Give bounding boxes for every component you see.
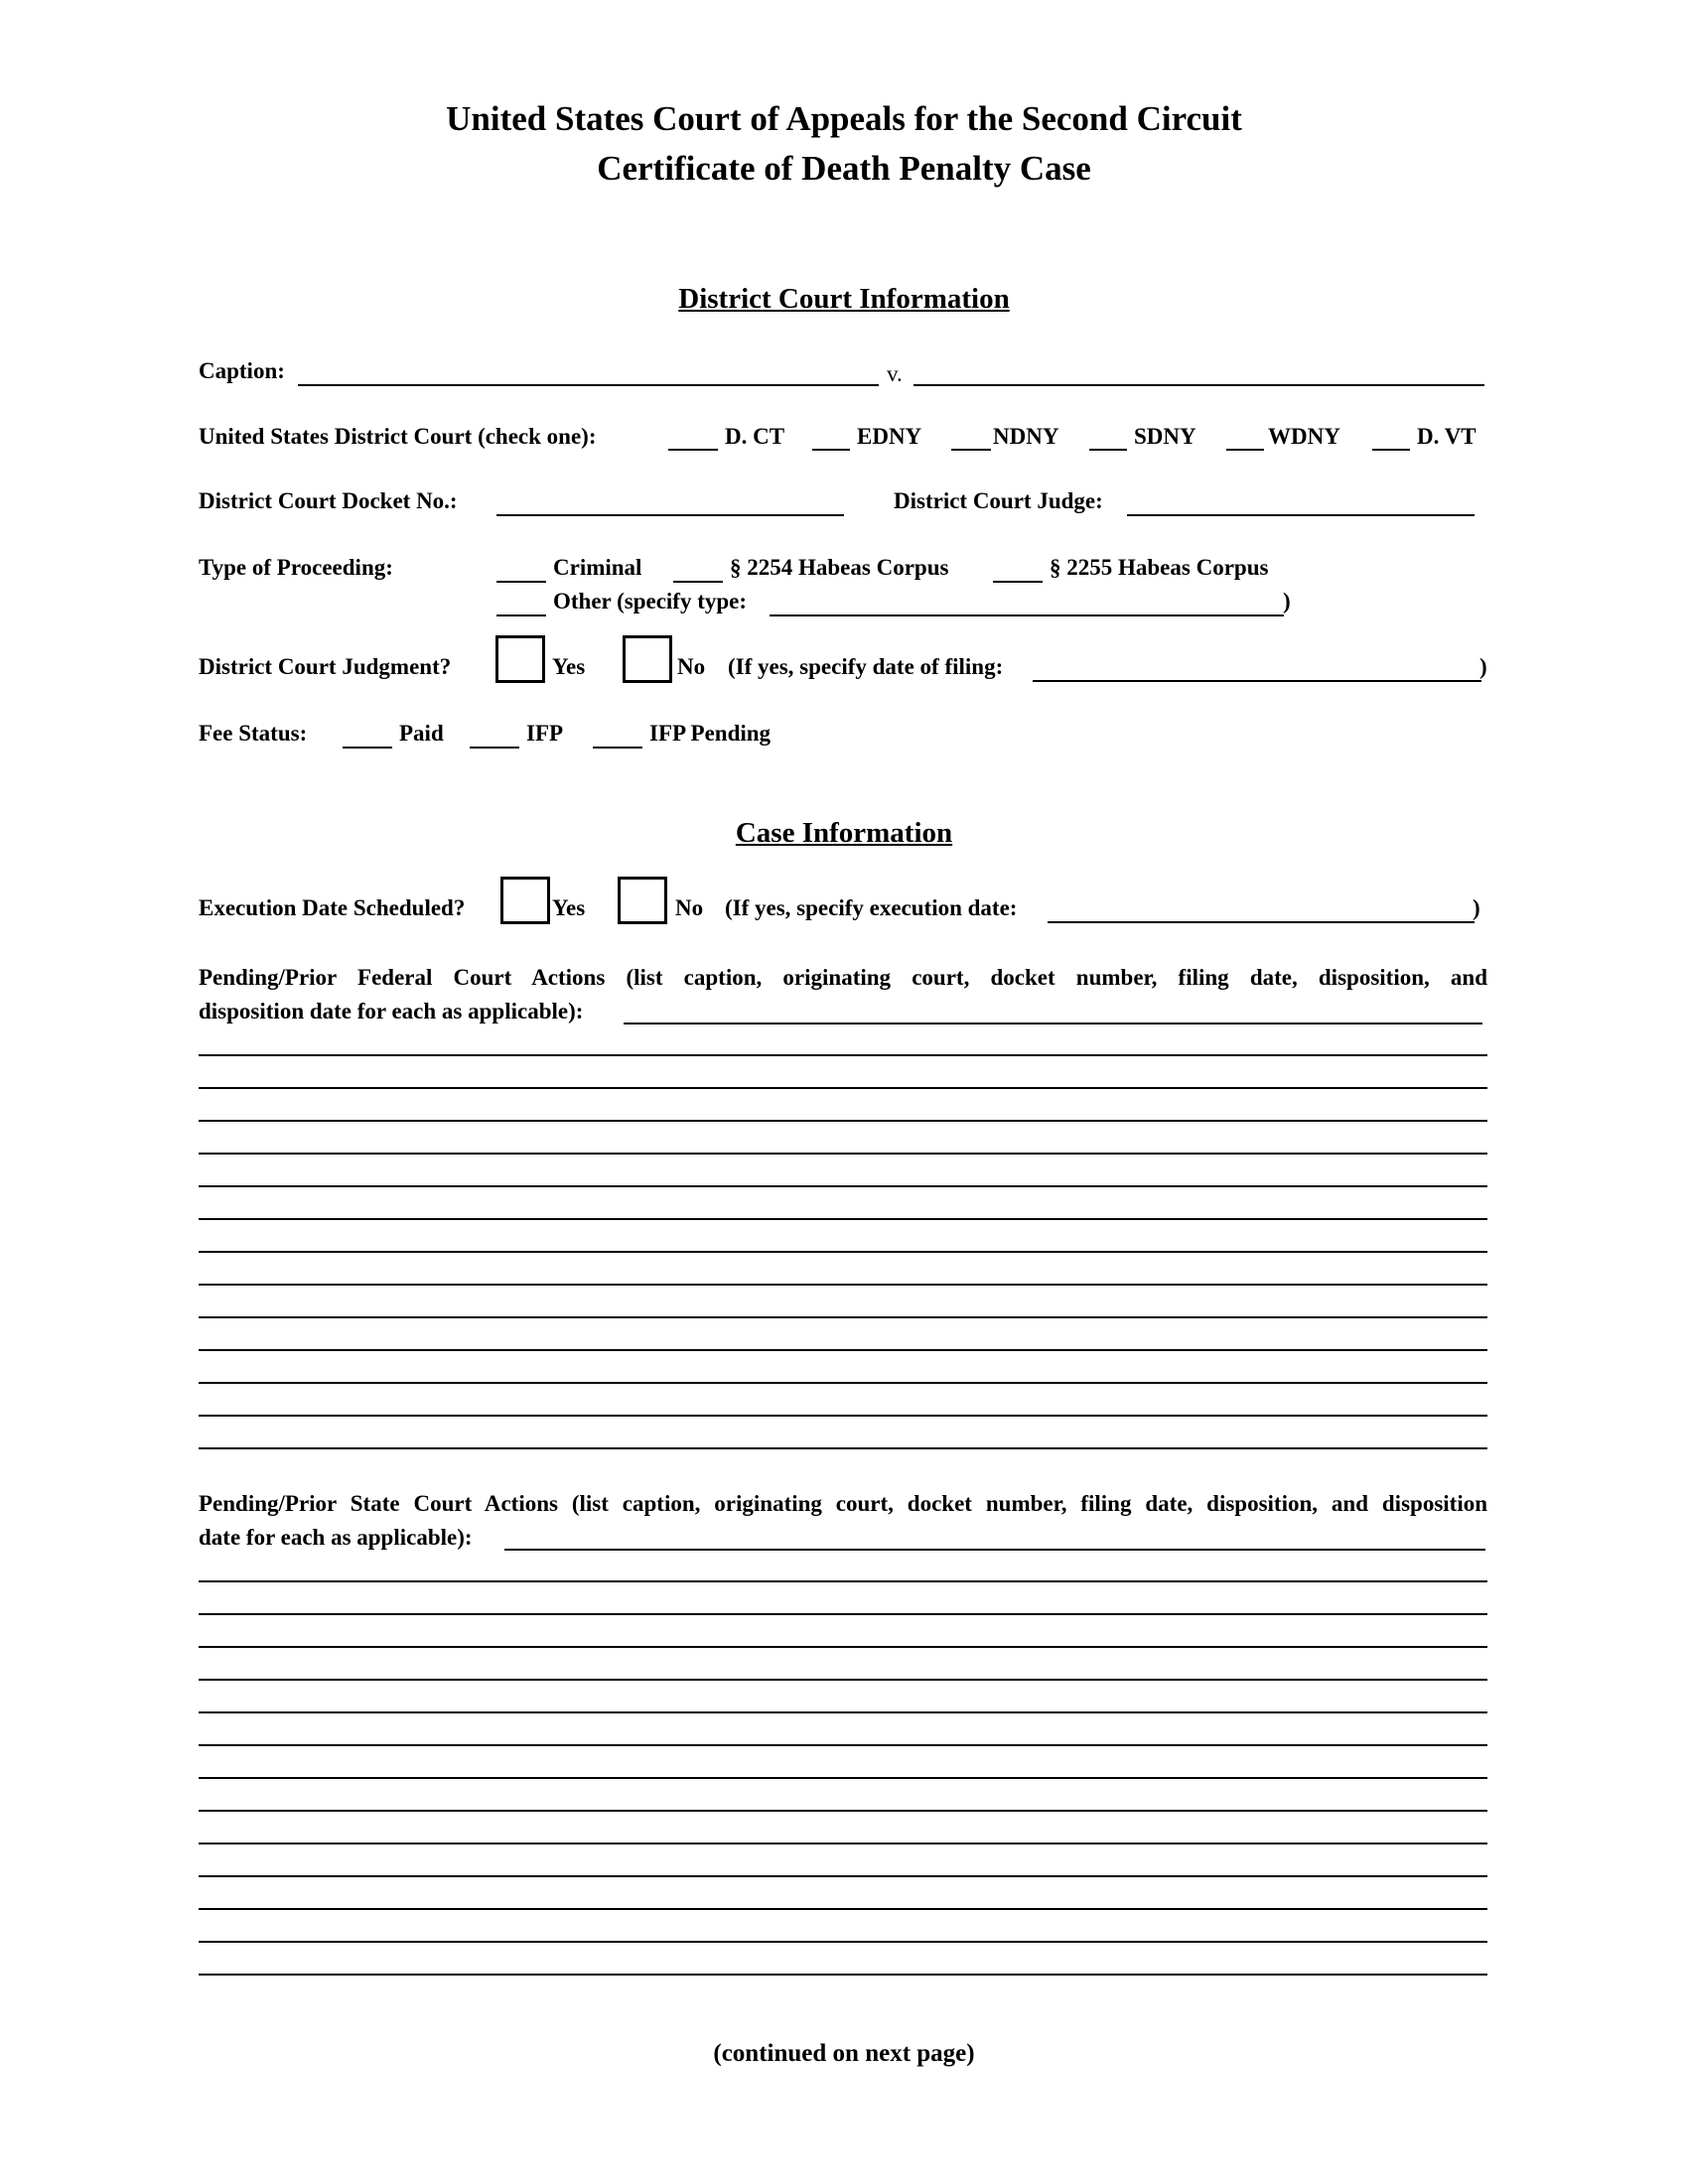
federal-actions-line[interactable] — [199, 1382, 1487, 1384]
federal-actions-line[interactable] — [199, 1120, 1487, 1122]
proceeding-check-criminal[interactable] — [496, 581, 546, 583]
federal-actions-line1: Pending/Prior Federal Court Actions (list caption, originating court, docket number, filing date, disposition, and — [199, 965, 1487, 990]
state-actions-line[interactable] — [199, 1711, 1487, 1713]
proceeding-option-2255: § 2255 Habeas Corpus — [1050, 555, 1269, 580]
judgment-close-paren: ) — [1479, 654, 1487, 679]
caption-label: Caption: — [199, 358, 285, 383]
form-title: United States Court of Appeals for the Second Circuit — [446, 99, 1242, 138]
state-actions-line[interactable] — [199, 1744, 1487, 1746]
federal-actions-line[interactable] — [199, 1316, 1487, 1318]
execution-note: (If yes, specify execution date: — [725, 895, 1018, 920]
state-actions-line[interactable] — [199, 1810, 1487, 1812]
court-option-edny: EDNY — [857, 424, 922, 449]
form-subtitle: Certificate of Death Penalty Case — [597, 149, 1091, 188]
federal-actions-line[interactable] — [199, 1284, 1487, 1286]
judge-field[interactable] — [1127, 514, 1475, 516]
fee-status-label: Fee Status: — [199, 721, 308, 746]
caption-defendant-field[interactable] — [914, 384, 1484, 386]
federal-actions-text — [199, 961, 1487, 1028]
proceeding-option-other: Other (specify type: — [553, 589, 748, 614]
court-option-dvt: D. VT — [1417, 424, 1477, 449]
case-information-heading: Case Information — [735, 817, 953, 849]
execution-no-label: No — [675, 895, 704, 920]
judge-label: District Court Judge: — [894, 488, 1103, 513]
judgment-yes-checkbox[interactable] — [495, 635, 545, 683]
fee-check-ifp-pending[interactable] — [593, 747, 642, 749]
federal-actions-line[interactable] — [199, 1153, 1487, 1155]
caption-plaintiff-field[interactable] — [298, 384, 879, 386]
judgment-no-label: No — [677, 654, 706, 679]
court-option-wdny: WDNY — [1268, 424, 1340, 449]
proceeding-other-field[interactable] — [770, 614, 1284, 616]
fee-check-paid[interactable] — [343, 747, 392, 749]
execution-no-checkbox[interactable] — [618, 877, 667, 924]
state-actions-line[interactable] — [199, 1875, 1487, 1877]
proceeding-close-paren: ) — [1283, 589, 1291, 614]
fee-option-ifp: IFP — [526, 721, 564, 746]
federal-actions-line[interactable] — [199, 1447, 1487, 1449]
fee-option-paid: Paid — [399, 721, 444, 746]
court-option-ndny: NDNY — [993, 424, 1059, 449]
state-actions-first-field[interactable] — [504, 1549, 1485, 1551]
proceeding-check-2255[interactable] — [993, 581, 1043, 583]
execution-yes-label: Yes — [552, 895, 586, 920]
state-actions-line[interactable] — [199, 1646, 1487, 1648]
court-check-sdny[interactable] — [1089, 449, 1127, 451]
federal-actions-line[interactable] — [199, 1415, 1487, 1417]
proceeding-option-2254: § 2254 Habeas Corpus — [730, 555, 949, 580]
judgment-yes-label: Yes — [552, 654, 586, 679]
state-actions-text — [199, 1487, 1487, 1555]
state-actions-line[interactable] — [199, 1613, 1487, 1615]
state-actions-line[interactable] — [199, 1580, 1487, 1582]
federal-actions-line[interactable] — [199, 1218, 1487, 1220]
state-actions-line[interactable] — [199, 1777, 1487, 1779]
continued-note: (continued on next page) — [713, 2040, 975, 2067]
district-court-heading: District Court Information — [678, 283, 1010, 315]
judgment-no-checkbox[interactable] — [623, 635, 672, 683]
execution-yes-checkbox[interactable] — [500, 877, 550, 924]
judgment-date-field[interactable] — [1033, 680, 1481, 682]
court-check-ndny[interactable] — [951, 449, 991, 451]
fee-option-ifp-pending: IFP Pending — [649, 721, 772, 746]
state-actions-line[interactable] — [199, 1679, 1487, 1681]
federal-actions-line[interactable] — [199, 1349, 1487, 1351]
federal-actions-line[interactable] — [199, 1251, 1487, 1253]
federal-actions-line[interactable] — [199, 1054, 1487, 1056]
state-actions-line2: date for each as applicable): — [199, 1525, 473, 1550]
proceeding-check-other[interactable] — [496, 614, 546, 616]
execution-label: Execution Date Scheduled? — [199, 895, 466, 920]
court-option-sdny: SDNY — [1134, 424, 1196, 449]
court-check-edny[interactable] — [812, 449, 850, 451]
execution-close-paren: ) — [1473, 895, 1480, 920]
court-option-dct: D. CT — [725, 424, 785, 449]
federal-actions-first-field[interactable] — [624, 1023, 1482, 1024]
caption-versus: v. — [887, 361, 903, 386]
court-check-wdny[interactable] — [1226, 449, 1264, 451]
federal-actions-line[interactable] — [199, 1185, 1487, 1187]
fee-check-ifp[interactable] — [470, 747, 519, 749]
court-check-dvt[interactable] — [1372, 449, 1410, 451]
state-actions-line[interactable] — [199, 1843, 1487, 1844]
state-actions-line[interactable] — [199, 1974, 1487, 1976]
docket-label: District Court Docket No.: — [199, 488, 458, 513]
proceeding-option-criminal: Criminal — [553, 555, 642, 580]
execution-date-field[interactable] — [1048, 921, 1475, 923]
docket-field[interactable] — [496, 514, 844, 516]
federal-actions-line2: disposition date for each as applicable): — [199, 999, 584, 1024]
state-actions-line[interactable] — [199, 1908, 1487, 1910]
court-check-dct[interactable] — [668, 449, 718, 451]
district-court-label: United States District Court (check one): — [199, 424, 597, 449]
judgment-note: (If yes, specify date of filing: — [728, 654, 1004, 679]
state-actions-line[interactable] — [199, 1941, 1487, 1943]
federal-actions-line[interactable] — [199, 1087, 1487, 1089]
state-actions-line1: Pending/Prior State Court Actions (list caption, originating court, docket number, filing date, disposition, and disposition — [199, 1491, 1487, 1516]
proceeding-label: Type of Proceeding: — [199, 555, 393, 580]
proceeding-check-2254[interactable] — [673, 581, 723, 583]
judgment-label: District Court Judgment? — [199, 654, 452, 679]
